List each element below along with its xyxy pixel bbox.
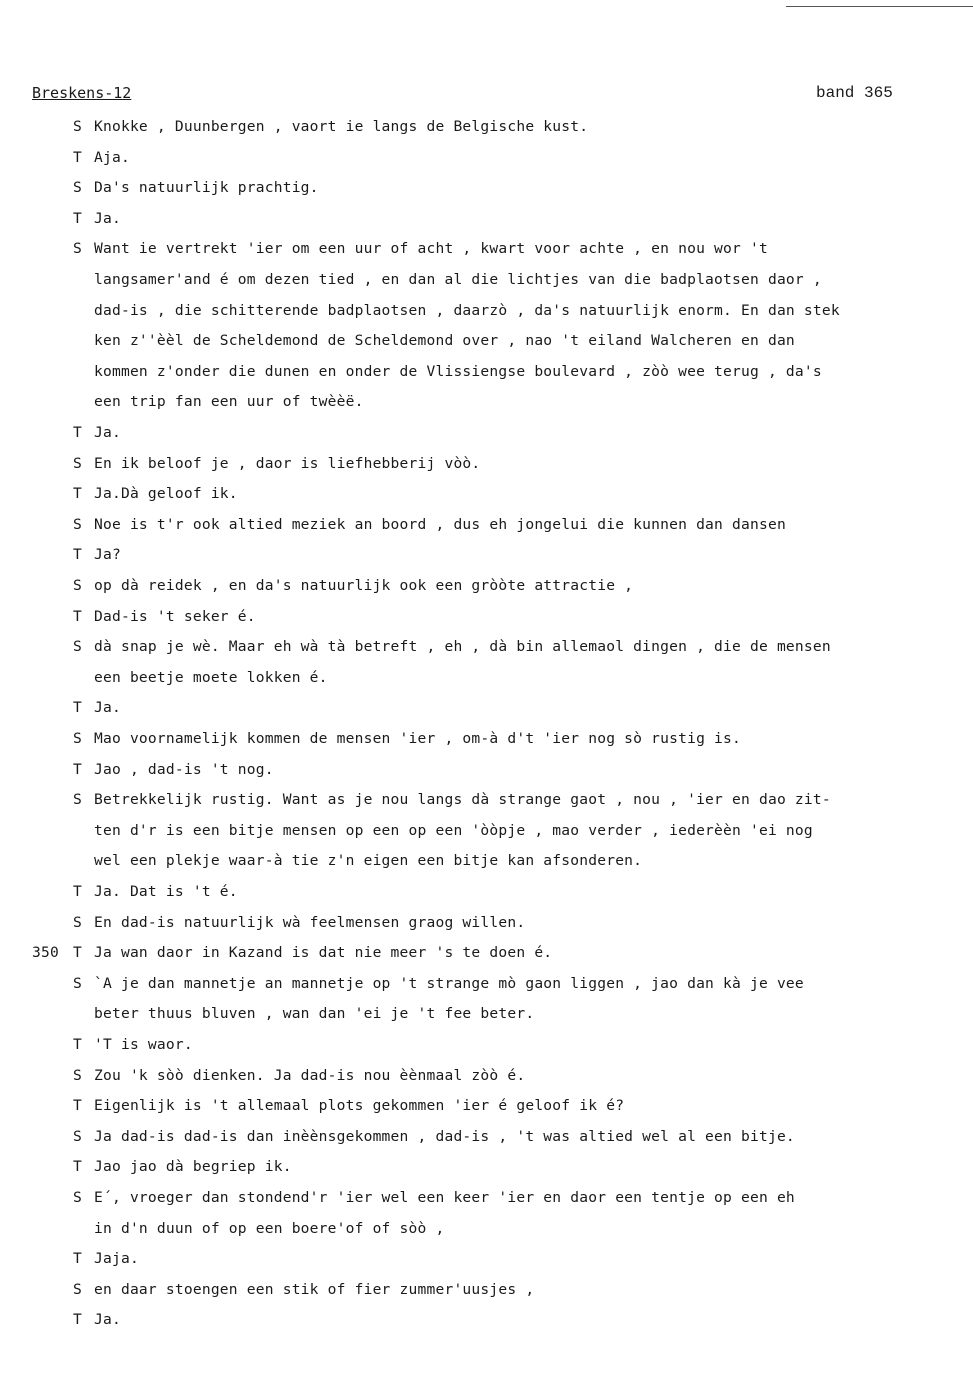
line-text: Eigenlijk is 't allemaal plots gekommen 'ier é geloof ik é?	[94, 1097, 625, 1115]
line-text: Ja.	[94, 699, 121, 717]
speaker-label: S	[73, 638, 82, 656]
line-text: Jao , dad-is 't nog.	[94, 760, 274, 778]
line-text: beter thuus bluven , wan dan 'ei je 't fee beter.	[94, 1005, 535, 1023]
speaker-label: S	[73, 118, 82, 135]
speaker-label: S	[73, 577, 82, 594]
speaker-label: T	[73, 699, 82, 717]
line-text: Mao voornamelijk kommen de mensen 'ier , om-à d't 'ier nog sò rustig is.	[94, 730, 742, 747]
line-text: een beetje moete lokken é.	[94, 668, 328, 686]
line-text: 'T is waor.	[94, 1036, 193, 1053]
line-text: Dad-is 't seker é.	[94, 607, 256, 625]
speaker-label: T	[73, 1311, 82, 1329]
top-rule	[786, 6, 973, 7]
speaker-label: S	[73, 1189, 82, 1206]
line-text: Ja.	[94, 424, 121, 441]
line-text: ken z''èèl de Scheldemond de Scheldemond over , nao 't eiland Walcheren en dan	[94, 332, 795, 350]
line-text: Ja.Dà geloof ik.	[94, 485, 238, 503]
line-text: en daar stoengen een stik of fier zummer'uusjes ,	[94, 1280, 535, 1298]
line-text: wel een plekje waar-à tie z'n eigen een bitje kan afsonderen.	[94, 852, 643, 870]
line-text: Noe is t'r ook altied meziek an boord , dus eh jongelui die kunnen dan dansen	[94, 515, 786, 533]
speaker-label: S	[73, 1066, 82, 1084]
line-text: `A je dan mannetje an mannetje op 't strange mò gaon liggen , jao dan kà je vee	[94, 974, 804, 992]
speaker-label: S	[73, 791, 82, 809]
line-text: En ik beloof je , daor is liefhebberij vòò.	[94, 454, 481, 472]
speaker-label: T	[73, 1036, 82, 1053]
line-text: Betrekkelijk rustig. Want as je nou langs dà strange gaot , nou , 'ier en dao zit-	[94, 791, 831, 809]
line-text: Ja.	[94, 209, 121, 227]
speaker-label: S	[73, 730, 82, 747]
line-text: op dà reidek , en da's natuurlijk ook een gròòte attractie ,	[94, 577, 634, 594]
speaker-label: S	[73, 515, 82, 533]
line-text: kommen z'onder die dunen en onder de Vlissiengse boulevard , zòò wee terug , da's	[94, 362, 822, 380]
speaker-label: S	[73, 913, 82, 931]
speaker-label: T	[73, 148, 82, 166]
speaker-label: T	[73, 944, 82, 962]
speaker-label: S	[73, 1280, 82, 1298]
line-text: een trip fan een uur of twèèë.	[94, 393, 364, 411]
band-label: band 365	[816, 84, 893, 102]
speaker-label: S	[73, 240, 82, 258]
speaker-label: T	[73, 209, 82, 227]
speaker-label: S	[73, 1127, 82, 1145]
line-text: Zou 'k sòò dienken. Ja dad-is nou èènmaal zòò é.	[94, 1066, 526, 1084]
speaker-label: T	[73, 883, 82, 900]
line-text: Ja wan daor in Kazand is dat nie meer 's te doen é.	[94, 944, 553, 962]
line-text: Ja dad-is dad-is dan inèènsgekommen , dad-is , 't was altied wel al een bitje.	[94, 1127, 795, 1145]
speaker-label: T	[73, 485, 82, 503]
speaker-label: T	[73, 1097, 82, 1115]
speaker-label: T	[73, 546, 82, 564]
speaker-label: T	[73, 1250, 82, 1268]
speaker-label: S	[73, 179, 82, 197]
speaker-label: T	[73, 607, 82, 625]
line-text: Want ie vertrekt 'ier om een uur of acht , kwart voor achte , en nou wor 't	[94, 240, 768, 258]
speaker-label: T	[73, 1158, 82, 1176]
speaker-label: S	[73, 454, 82, 472]
line-text: Ja?	[94, 546, 121, 564]
line-text: Da's natuurlijk prachtig.	[94, 179, 319, 197]
line-text: dad-is , die schitterende badplaotsen , daarzò , da's natuurlijk enorm. En dan stek	[94, 301, 840, 319]
speaker-label: S	[73, 974, 82, 992]
line-text: Ja. Dat is 't é.	[94, 883, 238, 900]
line-text: langsamer'and é om dezen tied , en dan al die lichtjes van die badplaotsen daor ,	[94, 271, 822, 288]
line-text: Ja.	[94, 1311, 121, 1329]
line-text: Jaja.	[94, 1250, 139, 1268]
speaker-label: T	[73, 424, 82, 441]
line-text: in d'n duun of op een boere'of of sòò ,	[94, 1219, 445, 1237]
document-title: Breskens-12	[32, 84, 132, 102]
line-text: dà snap je wè. Maar eh wà tà betreft , eh , dà bin allemaol dingen , die de mensen	[94, 638, 831, 656]
line-text: E´, vroeger dan stondend'r 'ier wel een keer 'ier en daor een tentje op een eh	[94, 1189, 795, 1206]
line-text: ten d'r is een bitje mensen op een op een 'òòpje , mao verder , iederèèn 'ei nog	[94, 821, 813, 839]
line-text: Aja.	[94, 148, 130, 166]
line-text: Knokke , Duunbergen , vaort ie langs de Belgische kust.	[94, 118, 589, 135]
speaker-label: T	[73, 760, 82, 778]
line-text: Jao jao dà begriep ik.	[94, 1158, 292, 1176]
line-text: En dad-is natuurlijk wà feelmensen graog willen.	[94, 913, 526, 931]
line-number: 350	[32, 944, 59, 962]
